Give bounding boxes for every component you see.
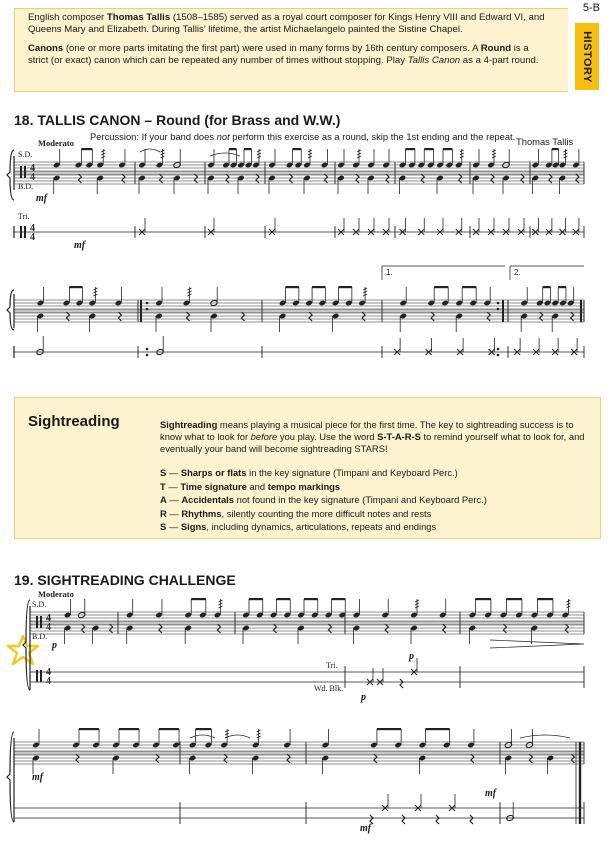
dynamic-p-wd-19: p <box>361 692 366 703</box>
quarter-rest <box>76 754 79 763</box>
quarter-rest <box>242 312 245 321</box>
time-signature: 4 <box>30 232 35 243</box>
beam <box>119 728 139 730</box>
beam <box>244 148 252 150</box>
beam <box>277 598 291 600</box>
second-ending-label: 2. <box>514 268 521 277</box>
quarter-rest <box>571 754 574 763</box>
beam <box>475 598 491 600</box>
beam <box>339 286 352 288</box>
quarter-rest <box>521 174 524 183</box>
quarter-rest <box>471 754 474 763</box>
quarter-rest <box>443 624 446 633</box>
beam <box>249 598 263 600</box>
composer-name: Thomas Tallis <box>516 136 574 147</box>
tempo-marking-18: Moderato <box>38 138 74 148</box>
beam <box>425 728 449 730</box>
percussion-clef <box>20 226 22 238</box>
dynamic-p-tri-19: p <box>409 651 414 662</box>
quarter-rest <box>402 815 405 824</box>
quarter-rest <box>571 312 574 321</box>
quarter-rest <box>549 174 552 183</box>
quarter-rest <box>459 174 462 183</box>
quarter-rest <box>385 624 388 633</box>
beam <box>462 286 476 288</box>
staff-bracket <box>23 600 30 690</box>
quarter-rest <box>436 815 439 824</box>
quarter-rest <box>195 174 198 183</box>
exercise-19-title: 19. SIGHTREADING CHALLENGE <box>14 572 236 588</box>
beam <box>312 286 325 288</box>
tie <box>210 153 240 156</box>
beam <box>191 598 206 600</box>
label-bass-18: B.D. <box>18 182 34 191</box>
tempo-marking-19: Moderato <box>38 589 74 599</box>
beam <box>377 728 401 730</box>
quarter-rest <box>122 174 125 183</box>
quarter-rest <box>156 754 159 763</box>
staff-bracket <box>7 150 14 200</box>
quarter-rest <box>226 174 229 183</box>
quarter-rest <box>356 174 359 183</box>
dynamic-mf-tri-18: mf <box>74 240 86 251</box>
dynamic-mf-wd-19: mf <box>360 823 372 834</box>
repeat-dot <box>497 348 500 351</box>
quarter-rest <box>374 754 377 763</box>
quarter-rest <box>540 312 543 321</box>
quarter-rest <box>503 624 506 633</box>
history-paragraph-canons: Canons (one or more parts imitating the first part) were used in many forms by 16th century composers. A Round is a strict (or exact) canon which can be repeated any number of times without stopping. Play Tallis Canon as a 4-part round. <box>28 43 539 67</box>
repeat-dot <box>497 308 500 311</box>
beam <box>81 148 92 150</box>
stars-item: S — Sharps or flats in the key signature (Timpani and Keyboard Perc.) <box>160 467 458 478</box>
beam <box>332 598 346 600</box>
quarter-rest <box>576 174 579 183</box>
beam <box>196 728 212 730</box>
beam <box>229 148 237 150</box>
quarter-rest <box>160 174 163 183</box>
quarter-rest <box>470 815 473 824</box>
beam <box>159 728 179 730</box>
quarter-rest <box>224 754 227 763</box>
dynamic-mf-drum-19: mf <box>32 772 44 783</box>
quarter-rest <box>370 815 373 824</box>
dynamic-mf-drum-18: mf <box>36 193 48 204</box>
percussion-clef <box>40 670 42 682</box>
label-snare-18: S.D. <box>18 150 33 159</box>
quarter-rest <box>329 624 332 633</box>
quarter-rest <box>217 624 220 633</box>
quarter-rest <box>159 624 162 633</box>
tie <box>140 149 160 152</box>
beam <box>443 148 452 150</box>
beam <box>537 598 553 600</box>
quarter-rest <box>400 679 403 688</box>
beam <box>543 286 551 288</box>
repeat-dot <box>497 302 500 305</box>
tie <box>520 735 570 738</box>
staff-bracket <box>7 732 14 822</box>
label-triangle-19: Tri. <box>326 661 338 670</box>
percussion-clef <box>24 166 26 178</box>
quarter-rest <box>309 312 312 321</box>
quarter-rest <box>110 624 113 633</box>
label-bass-19: B.D. <box>32 632 48 641</box>
time-signature: 4 <box>46 613 51 624</box>
beam <box>558 286 566 288</box>
repeat-dot <box>146 348 149 351</box>
time-signature: 4 <box>46 667 51 678</box>
beam <box>79 728 99 730</box>
beam <box>293 148 302 150</box>
quarter-rest <box>290 174 293 183</box>
repeat-dot <box>497 354 500 357</box>
quarter-rest <box>421 174 424 183</box>
quarter-rest <box>325 174 328 183</box>
time-signature: 4 <box>46 622 51 633</box>
history-paragraph-tallis: English composer Thomas Tallis (1508–1585) served as a royal court composer for Kings Henry VIII and Edward VI, and Queens Mary and Elizabeth. During Tallis’ lifetime, the artist Michaelangelo painted the Sistine Chapel. <box>28 12 545 36</box>
percussion-note: Percussion: If your band does not perform this exercise as a round, skip the 1st ending and the repeat. <box>90 131 516 142</box>
tie <box>225 735 250 738</box>
staff-bracket <box>7 290 14 330</box>
quarter-rest <box>256 174 259 183</box>
repeat-dot <box>146 354 149 357</box>
time-signature: 4 <box>30 223 35 234</box>
quarter-rest <box>487 312 490 321</box>
stars-item: T — Time signature and tempo markings <box>160 480 341 492</box>
quarter-rest <box>491 174 494 183</box>
repeat-dot <box>146 302 149 305</box>
quarter-rest <box>187 312 190 321</box>
page-number: 5-B <box>582 2 600 14</box>
repeat-dot <box>146 308 149 311</box>
beam <box>506 598 522 600</box>
quarter-rest <box>78 174 81 183</box>
quarter-rest <box>565 624 568 633</box>
percussion-clef <box>36 670 38 682</box>
stars-item: A — Accidentals not found in the key signature (Timpani and Keyboard Perc.) <box>160 494 487 506</box>
dynamic-mf-end-19: mf <box>485 788 497 799</box>
percussion-clef <box>40 616 42 628</box>
percussion-clef <box>24 226 26 238</box>
beam <box>424 148 433 150</box>
beam <box>286 286 299 288</box>
time-signature: 4 <box>30 163 35 174</box>
beam <box>304 598 318 600</box>
quarter-rest <box>529 754 532 763</box>
beam <box>434 286 448 288</box>
beam <box>552 148 559 150</box>
quarter-rest <box>362 312 365 321</box>
time-signature: 4 <box>30 172 35 183</box>
sightreading-title: Sightreading <box>28 413 120 430</box>
label-triangle-18: Tri. <box>18 212 30 221</box>
dynamic-p-drum-19: p <box>52 640 57 651</box>
exercise-18-title: 18. TALLIS CANON – Round (for Brass and W.W.) <box>14 112 341 128</box>
first-ending-label: 1. <box>386 268 393 277</box>
label-snare-19: S.D. <box>32 600 47 609</box>
stars-item: S — Signs, including dynamics, articulations, repeats and endings <box>160 521 437 533</box>
history-tab-label: HISTORY <box>581 30 593 83</box>
quarter-rest <box>386 174 389 183</box>
quarter-rest <box>431 312 434 321</box>
quarter-rest <box>118 312 121 321</box>
quarter-rest <box>66 312 69 321</box>
crescendo-hairpin <box>490 640 584 648</box>
quarter-rest <box>287 754 290 763</box>
stars-item: R — Rhythms, silently counting the more difficult notes and rests <box>160 507 432 519</box>
percussion-clef <box>20 166 22 178</box>
sightreading-intro: Sightreading means playing a musical piece for the first time. The key to sightreading success is to know what to look for before you play. Use the word S-T-A-R-S to remind yourself what to look for, and eventually your band will become sightreading STARS! <box>160 419 585 454</box>
quarter-rest <box>274 624 277 633</box>
beam <box>69 286 82 288</box>
beam <box>406 148 415 150</box>
label-woodblock-19: Wd. Blk. <box>314 684 344 693</box>
time-signature: 4 <box>46 676 51 687</box>
percussion-clef <box>36 616 38 628</box>
quarter-rest <box>82 624 85 633</box>
